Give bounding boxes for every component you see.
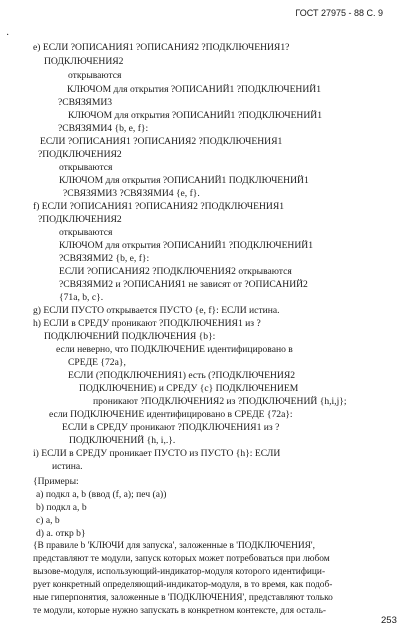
text-line: c) a, b	[36, 515, 60, 526]
page-number: 253	[381, 615, 397, 626]
text-line: g) ЕСЛИ ПУСТО открывается ПУСТО {e, f}: ЕСЛИ истина.	[33, 305, 280, 316]
text-line: d) a. откр b}	[36, 528, 86, 539]
text-line: ?СВЯЗЯМИ3 ?СВЯЗЯМИ4 {e, f}.	[63, 188, 200, 199]
text-line: истина.	[52, 461, 83, 472]
text-line: ные гиперпонятия, заложенные в 'ПОДКЛЮЧЕНИЯ', представляют только	[33, 593, 333, 603]
text-line: КЛЮЧОМ для открытия ?ОПИСАНИЙ1 ?ПОДКЛЮЧЕНИЙ1	[59, 240, 314, 251]
text-line: ПОДКЛЮЧЕНИЙ {h, i,.}.	[69, 435, 176, 446]
text-line: ЕСЛИ ?ОПИСАНИЯ2 ?ПОДКЛЮЧЕНИЯ2 открываются	[59, 266, 292, 277]
text-line: КЛЮЧОМ для открытия ?ОПИСАНИЙ1 ПОДКЛЮЧЕНИЙ1	[59, 175, 309, 186]
text-line: i) ЕСЛИ в СРЕДУ проникает ПУСТО из ПУСТО {h}: ЕСЛИ	[33, 448, 281, 459]
running-header: ГОСТ 27975 - 88 С. 9	[295, 8, 383, 18]
text-line: открываются	[59, 162, 113, 173]
text-line: ?ПОДКЛЮЧЕНИЯ2	[38, 149, 122, 160]
text-line: {В правиле b 'КЛЮЧИ для запуска', заложенные в 'ПОДКЛЮЧЕНИЯ',	[33, 541, 315, 551]
text-line: КЛЮЧОМ для открытия ?ОПИСАНИЙ1 ?ПОДКЛЮЧЕНИЙ1	[68, 110, 323, 121]
text-line: рует конкретный определяющий-индикатор-модуля, в то время, как подоб-	[33, 580, 333, 590]
text-line: ПОДКЛЮЧЕНИЙ ПОДКЛЮЧЕНИЯ {b}:	[44, 331, 216, 342]
text-line: ПОДКЛЮЧЕНИЯ2	[44, 56, 124, 67]
text-line: {71a, b, c}.	[59, 292, 104, 303]
text-line: b) подкл a, b	[36, 502, 87, 513]
text-line: открываются	[59, 227, 113, 238]
text-line: {Примеры:	[33, 476, 79, 487]
text-line: h) ЕСЛИ в СРЕДУ проникают ?ПОДКЛЮЧЕНИЯ1 из ?	[33, 318, 261, 329]
text-line: ?СВЯЗЯМИ2 {b, e, f}:	[59, 253, 150, 264]
text-line: ?СВЯЗЯМИ2 и ?ОПИСАНИЯ1 не зависят от ?ОПИСАНИЙ2	[59, 279, 308, 290]
text-line: ?СВЯЗЯМИ4 {b, e, f}:	[58, 123, 149, 134]
text-line: ЕСЛИ ?ОПИСАНИЯ1 ?ОПИСАНИЯ2 ?ПОДКЛЮЧЕНИЯ1	[40, 136, 283, 147]
text-line: вызове-модуля, использующий-индикатор-модуля которого идентифици-	[33, 567, 326, 577]
text-line: проникают ?ПОДКЛЮЧЕНИЯ2 из ?ПОДКЛЮЧЕНИЙ {h,i,j};	[93, 396, 347, 407]
text-line: если неверно, что ПОДКЛЮЧЕНИЕ идентифицировано в	[56, 344, 293, 355]
text-line: e) ЕСЛИ ?ОПИСАНИЯ1 ?ОПИСАНИЯ2 ?ПОДКЛЮЧЕНИЯ1?	[33, 42, 290, 53]
text-line: представляют те модули, запуск которых может потребоваться при любом	[33, 554, 330, 564]
text-line: ПОДКЛЮЧЕНИЕ) и СРЕДУ {c} ПОДКЛЮЧЕНИЕМ	[79, 383, 299, 394]
text-line: те модули, которые нужно запускать в конкретном контексте, для осталь-	[33, 606, 326, 616]
text-line: a) подкл a, b (ввод (f, a); печ (a))	[36, 489, 167, 500]
text-line: ?СВЯЗЯМИ3	[58, 97, 113, 108]
text-line: если ПОДКЛЮЧЕНИЕ идентифицировано в СРЕДЕ {72a}:	[49, 409, 293, 420]
margin-mark: ·	[6, 30, 10, 41]
text-line: СРЕДЕ {72a},	[68, 357, 126, 368]
text-line: f) ЕСЛИ ?ОПИСАНИЯ1 ?ОПИСАНИЯ2 ?ПОДКЛЮЧЕНИЯ1	[33, 201, 285, 212]
text-line: открываются	[68, 70, 122, 81]
text-line: ?ПОДКЛЮЧЕНИЯ2	[38, 214, 122, 225]
text-line: ЕСЛИ (?ПОДКЛЮЧЕНИЯ1) есть (?ПОДКЛЮЧЕНИЯ2	[68, 370, 296, 381]
text-line: КЛЮЧОМ для открытия ?ОПИСАНИЙ1 ?ПОДКЛЮЧЕНИЙ1	[67, 84, 322, 95]
text-line: ЕСЛИ в СРЕДУ проникают ?ПОДКЛЮЧЕНИЯ1 из ?	[62, 422, 280, 433]
